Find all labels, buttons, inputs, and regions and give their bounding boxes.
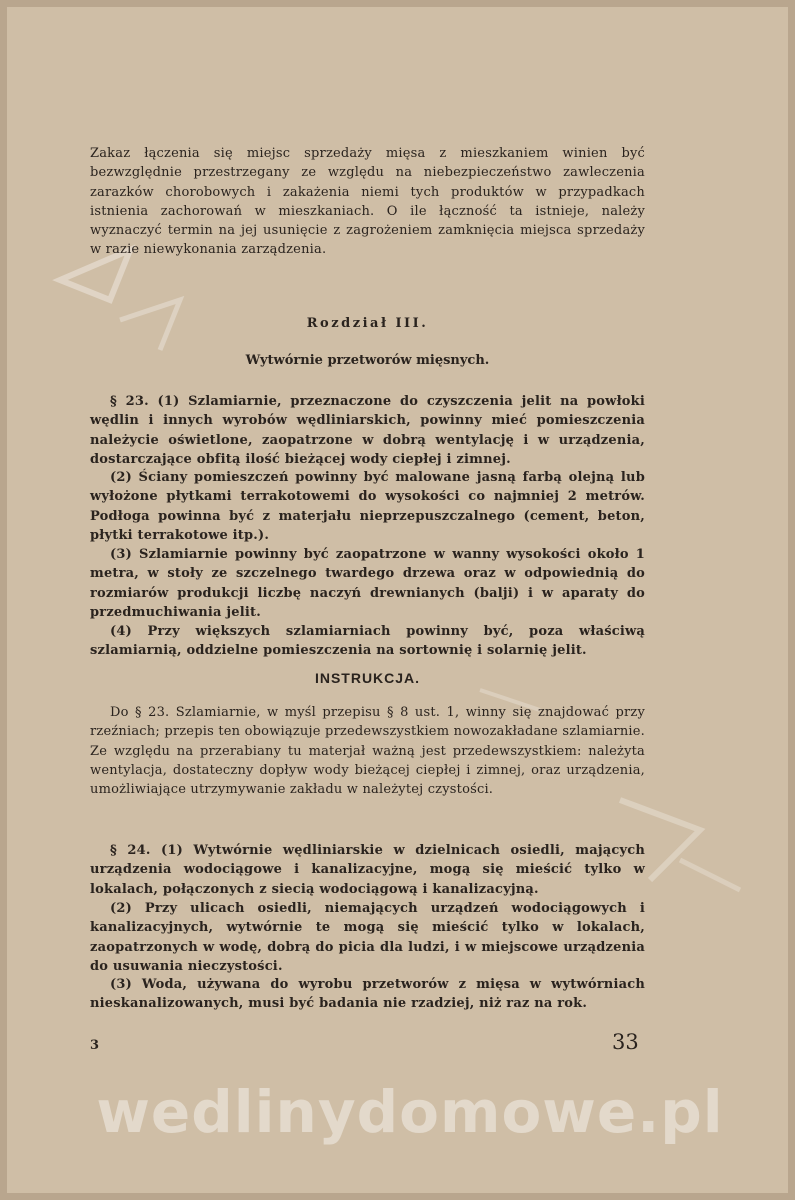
section-24-paragraph-2: (2) Przy ulicach osiedli, niemających urządzeń wodociągowych i kanalizacyjnych, wytwórnie te mogą się mieścić tylko w lokalach, zaopatrzonych w wodę, dobrą do picia dla ludzi, i w miejscowe urządzenia do usuwania nieczystości.	[90, 901, 645, 974]
site-watermark: wedlinydomowe.pl	[96, 1078, 724, 1146]
instruction-paragraph: Do § 23. Szlamiarnie, w myśl przepisu § 8 ust. 1, winny się znajdować przy rzeźniach; przepis ten obowiązuje przedewszystkiem nowozakładane szlamiarnie. Ze względu na przerabiany tu materjał ważną jest przedewszystkiem: należyta wentylacja, dostateczny dopływ wody bieżącej ciepłej i zimnej, oraz urządzenia, umożliwiające utrzymywanie zakładu w należytej czystości.	[90, 705, 645, 798]
chapter-title: Rozdział III.	[306, 316, 429, 331]
intro-paragraph: Zakaz łączenia się miejsc sprzedaży mięsa z mieszkaniem winien być bezwzględnie przestrzegany ze względu na niebezpieczeństwo zawleczenia zarazków chorobowych i zakażenia niemi tych produktów w przypadkach istnienia zachorowań w mieszkaniach. O ile łączność ta istnieje, należy wyznaczyć termin na jej usunięcie z zagrożeniem zamknięcia miejsca sprzedaży w razie niewykonania zarządzenia.	[90, 146, 645, 258]
section-23-paragraph-4: (4) Przy większych szlamiarniach powinny być, poza właściwą szlamiarnią, oddzielne pomieszczenia na sortownię i solarnię jelit.	[90, 624, 645, 659]
section-23-paragraph-3: (3) Szlamiarnie powinny być zaopatrzone w wanny wysokości około 1 metra, w stoły ze szczelnego twardego drzewa oraz w odpowiednią do rozmiarów produkcji liczbę naczyń drewnianych (balji) i w aparaty do przedmuchiwania jelit.	[90, 547, 645, 620]
section-23-paragraph-1: § 23. (1) Szlamiarnie, przeznaczone do czyszczenia jelit na powłoki wędlin i innych wyrobów wędliniarskich, powinny mieć pomieszczenia należycie oświetlone, zaopatrzone w dobrą wentylację i w urządzenia, dostarczające obfitą ilość bieżącej wody ciepłej i zimnej.	[90, 394, 645, 467]
instruction-title: INSTRUKCJA.	[314, 670, 421, 686]
signature-mark: 3	[90, 1038, 100, 1053]
section-24-paragraph-3: (3) Woda, używana do wyrobu przetworów z mięsa w wytwórniach nieskanalizowanych, musi być badania nie rzadziej, niż raz na rok.	[90, 977, 645, 1012]
page-number: 33	[612, 1030, 639, 1054]
section-24-paragraph-1: § 24. (1) Wytwórnie wędliniarskie w dzielnicach osiedli, mających urządzenia wodociągowe i kanalizacyjne, mogą się mieścić tylko w lokalach, połączonych z siecią wodociągową i kanalizacyjną.	[90, 843, 645, 897]
section-23-paragraph-2: (2) Ściany pomieszczeń powinny być malowane jasną farbą olejną lub wyłożone płytkami terrakotowemi do wysokości co najmniej 2 metrów. Podłoga powinna być z materjału nieprzepuszczalnego (cement, beton, płytki terrakotowe itp.).	[90, 470, 645, 543]
chapter-subtitle: Wytwórnie przetworów mięsnych.	[245, 353, 490, 368]
